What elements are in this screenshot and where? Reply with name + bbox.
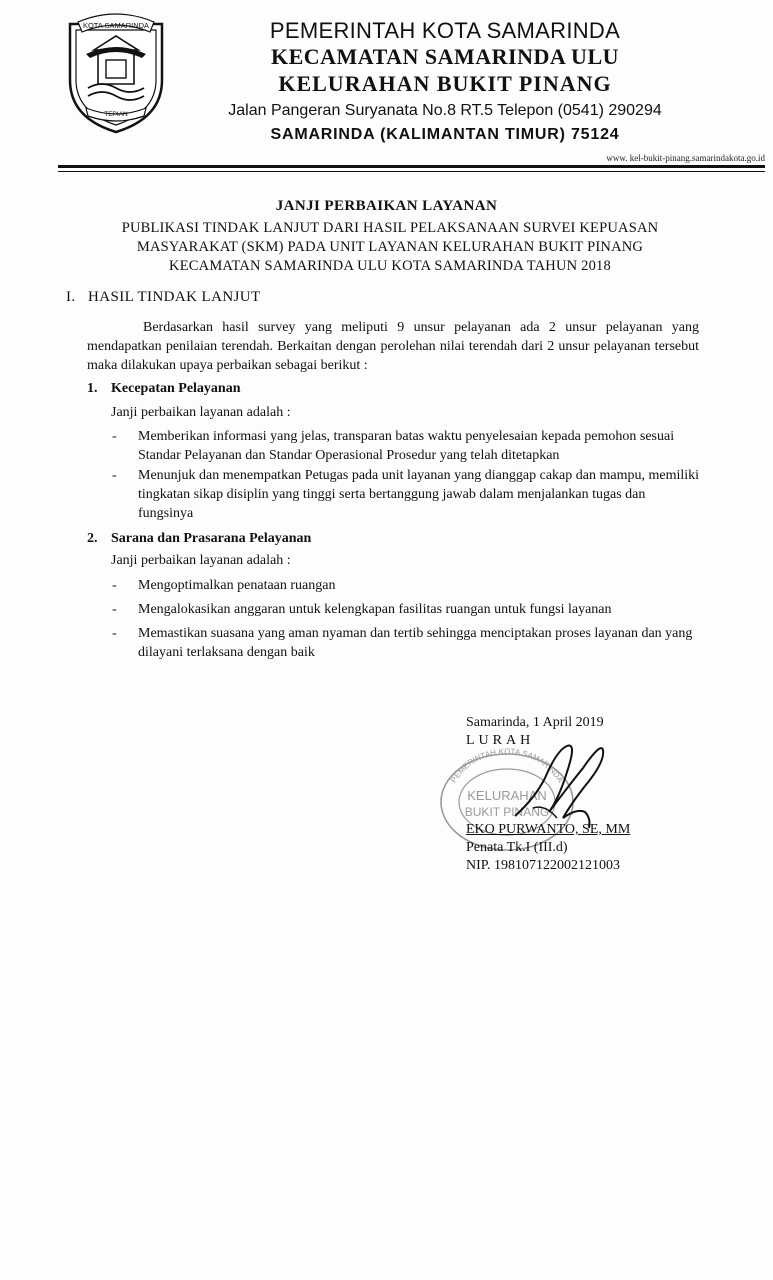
subtitle-line: PUBLIKASI TINDAK LANJUT DARI HASIL PELAKSANAAN SURVEI KEPUASAN	[121, 220, 659, 236]
item-title: Sarana dan Prasarana Pelayanan	[111, 531, 312, 546]
stamp-line-2: BUKIT PINANG	[464, 805, 550, 819]
letterhead	[180, 18, 710, 146]
list-item-text: Mengalokasikan anggaran untuk kelengkapan fasilitas ruangan untuk fungsi layanan	[138, 602, 612, 617]
section-heading	[66, 289, 261, 306]
list-item	[112, 624, 702, 662]
city-emblem-icon	[62, 10, 170, 135]
item-title: Kecepatan Pelayanan	[111, 381, 241, 396]
website-url: www. kel-bukit-pinang.samarindakota.go.id	[606, 153, 765, 163]
item-number: 2.	[87, 531, 98, 546]
stamp-arc-text: PEMERINTAH KOTA SAMARINDA	[449, 746, 565, 785]
item-heading	[87, 381, 241, 397]
item-number: 1.	[87, 381, 98, 396]
place-date: Samarinda, 1 April 2019	[466, 715, 604, 730]
signer-role: LURAH	[466, 733, 535, 748]
list-item	[112, 466, 702, 523]
city-postal: SAMARINDA (KALIMANTAN TIMUR) 75124	[270, 126, 620, 143]
list-item-text: Mengoptimalkan penataan ruangan	[138, 578, 336, 593]
bullet-dash: -	[112, 626, 117, 641]
list-item-text: Memberikan informasi yang jelas, transparan batas waktu penyelesaian kepada pemohon sesuai Standar Pelayanan dan Standar Operasional Prosedur yang telah ditetapkan	[138, 429, 675, 463]
signer-nip: NIP. 198107122002121003	[466, 858, 621, 873]
list-item	[112, 576, 702, 595]
stamp-line-1: KELURAHAN	[467, 788, 547, 803]
subtitle-line: KECAMATAN SAMARINDA ULU KOTA SAMARINDA TAHUN 2018	[169, 258, 611, 274]
section-intro: Berdasarkan hasil survey yang meliputi 9 unsur pelayanan ada 2 unsur pelayanan yang mendapatkan penilaian terendah. Berkaitan dengan perolehan nilai terendah dari 2 unsur pelayanan tersebut maka dilakukan upaya perbaikan sebagai berikut :	[87, 320, 699, 373]
document-subtitle	[90, 219, 690, 276]
letterhead-rule-thin	[58, 171, 765, 172]
logo-ribbon-text: KOTA SAMARINDA	[82, 21, 150, 30]
subdistrict-name: KELURAHAN BUKIT PINANG	[278, 71, 612, 96]
item-heading	[87, 531, 311, 547]
bullet-dash: -	[112, 602, 117, 617]
bullet-dash: -	[112, 468, 117, 483]
office-address: Jalan Pangeran Suryanata No.8 RT.5 Telepon (0541) 290294	[228, 102, 662, 119]
list-item-text: Menunjuk dan menempatkan Petugas pada unit layanan yang dianggap cakap dan mampu, memiliki tingkatan sikap disiplin yang tinggi serta bertanggung jawab dalam menjalankan tugas dan fungsinya	[138, 468, 700, 521]
signer-name: EKO PURWANTO, SE, MM	[466, 822, 631, 837]
section-title: HASIL TINDAK LANJUT	[88, 289, 261, 305]
document-title: JANJI PERBAIKAN LAYANAN	[275, 198, 498, 214]
district-name: KECAMATAN SAMARINDA ULU	[270, 44, 620, 69]
bullet-dash: -	[112, 578, 117, 593]
item-lead: Janji perbaikan layanan adalah :	[111, 553, 291, 568]
bullet-dash: -	[112, 429, 117, 444]
section-number: I.	[66, 289, 76, 305]
signer-rank: Penata Tk.I (III.d)	[466, 840, 568, 855]
government-name: PEMERINTAH KOTA SAMARINDA	[269, 18, 621, 43]
item-lead: Janji perbaikan layanan adalah :	[111, 405, 291, 420]
list-item	[112, 600, 702, 619]
logo-bottom-text: TEPIAN	[104, 111, 128, 118]
letterhead-rule-thick	[58, 165, 765, 168]
list-item	[112, 427, 702, 465]
subtitle-line: MASYARAKAT (SKM) PADA UNIT LAYANAN KELURAHAN BUKIT PINANG	[136, 239, 644, 255]
list-item-text: Memastikan suasana yang aman nyaman dan tertib sehingga menciptakan proses layanan dan yang dilayani terlaksana dengan baik	[138, 626, 693, 660]
